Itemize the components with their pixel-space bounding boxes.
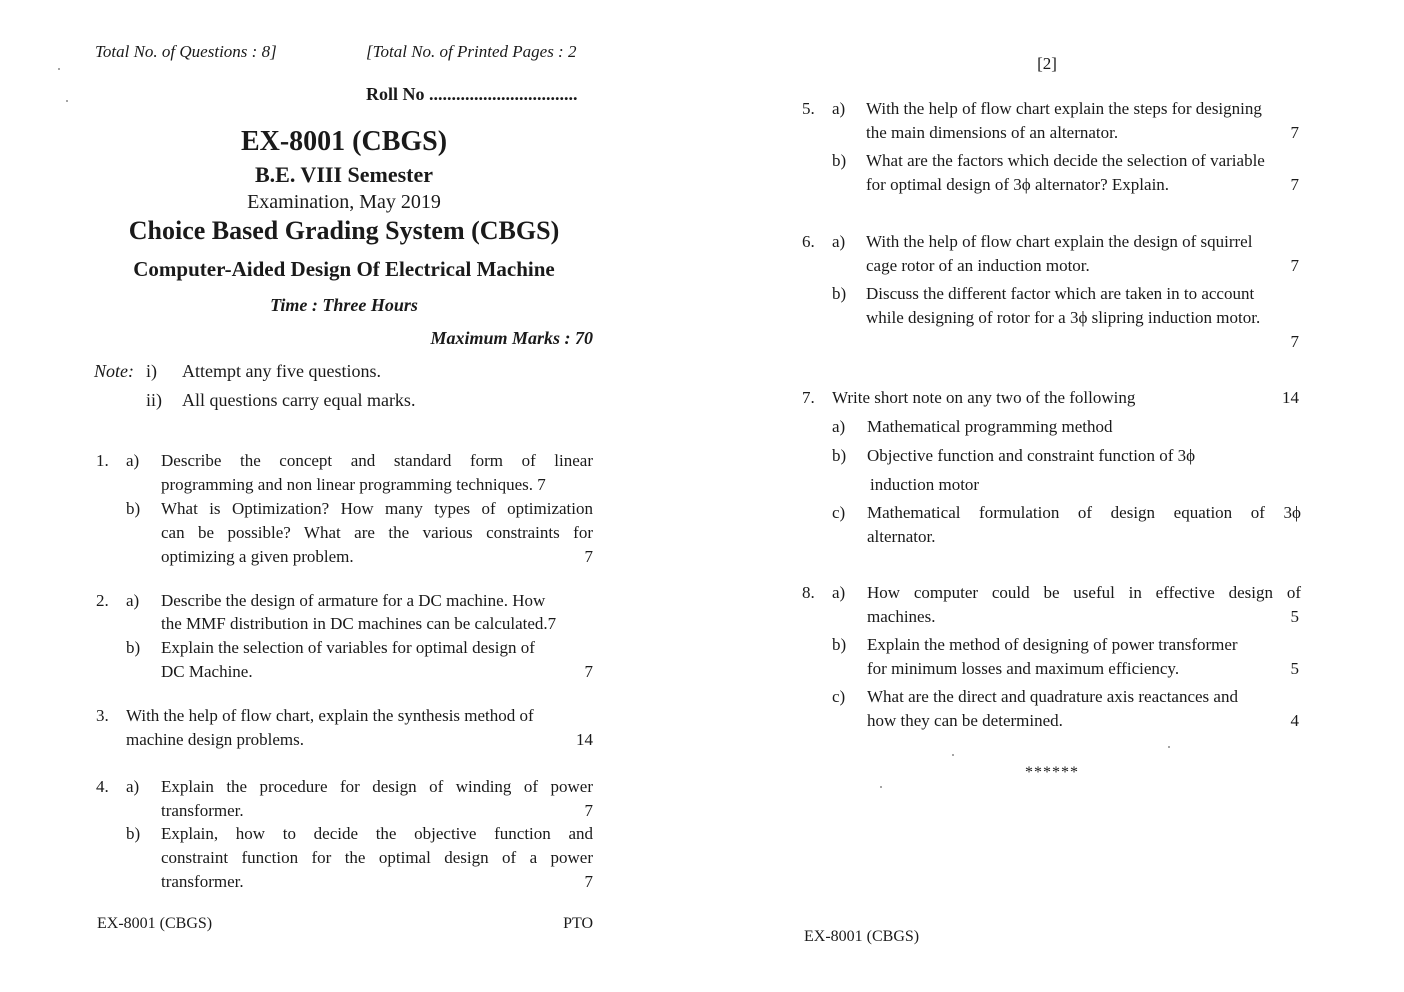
part-label: a) (832, 232, 846, 251)
scan-speck (880, 786, 882, 788)
question-text: What are the direct and quadrature axis reactances and (867, 687, 1238, 706)
question-text: Mathematical programming method (867, 417, 1113, 436)
question-number: 6. (802, 232, 815, 251)
question-text: Discuss the different factor which are taken in to account (866, 284, 1255, 303)
question-number: 4. (96, 777, 109, 796)
subject-title: Computer-Aided Design Of Electrical Machine (133, 257, 555, 281)
page-number: [2] (1037, 54, 1057, 73)
question-number: 2. (96, 591, 109, 610)
question-text: With the help of flow chart, explain the synthesis method of (126, 706, 534, 725)
right-page (702, 0, 1404, 992)
note-label: Note: (94, 361, 134, 381)
part-label: b) (126, 499, 141, 518)
scan-speck (1168, 746, 1170, 748)
question-text: Explain the selection of variables for optimal design of (161, 638, 535, 657)
part-label: b) (832, 284, 847, 303)
time-allowed: Time : Three Hours (270, 295, 418, 315)
footer-code: EX-8001 (CBGS) (97, 915, 213, 932)
question-text: how they can be determined. (867, 711, 1063, 730)
marks: 7 (1290, 175, 1299, 194)
marks: 7 (584, 872, 593, 891)
marks: 7 (584, 662, 593, 681)
question-text: induction motor (870, 475, 980, 494)
part-label: a) (832, 417, 846, 436)
question-text: Describe the concept and standard form of linear (161, 451, 593, 470)
question-text: cage rotor of an induction motor. (866, 256, 1090, 275)
marks: 7 (1290, 332, 1299, 351)
question-number: 3. (96, 706, 109, 725)
question-text: machine design problems. (126, 730, 304, 749)
question-text: transformer. (161, 801, 244, 820)
question-text: DC Machine. (161, 662, 253, 681)
question-text: Write short note on any two of the following (832, 388, 1136, 407)
question-text: machines. (867, 607, 936, 626)
marks: 7 (1290, 256, 1299, 275)
question-number: 5. (802, 99, 815, 118)
question-text: for minimum losses and maximum efficiency. (867, 659, 1180, 678)
scan-speck (952, 754, 954, 756)
part-label: a) (126, 591, 140, 610)
end-of-paper-mark: ****** (1025, 764, 1079, 781)
roll-no: Roll No ................................. (366, 84, 578, 104)
question-text: alternator. (867, 527, 936, 546)
part-label: b) (126, 824, 141, 843)
semester: B.E. VIII Semester (254, 162, 434, 187)
part-label: a) (126, 777, 140, 796)
question-text: Explain the method of designing of power transformer (867, 635, 1238, 654)
scan-speck (58, 68, 60, 70)
total-printed-pages: [Total No. of Printed Pages : 2 (366, 42, 577, 61)
question-text: for optimal design of 3ϕ alternator? Explain. (866, 175, 1170, 194)
question-text: Explain, how to decide the objective function and (161, 824, 593, 843)
question-text: How computer could be useful in effective design of (867, 583, 1301, 602)
question-text: Explain the procedure for design of winding of power (161, 777, 593, 796)
examination: Examination, May 2019 (247, 191, 441, 213)
question-text: programming and non linear programming techniques. 7 (161, 475, 546, 494)
marks: 4 (1290, 711, 1299, 730)
question-text: the MMF distribution in DC machines can be calculated.7 (161, 614, 557, 633)
footer-pto: PTO (563, 915, 593, 932)
part-label: c) (832, 503, 846, 522)
question-number: 7. (802, 388, 815, 407)
part-label: a) (126, 451, 140, 470)
question-number: 8. (802, 583, 815, 602)
marks: 7 (584, 801, 593, 820)
question-text: Objective function and constraint function of 3ϕ (867, 446, 1196, 465)
note-i-text: Attempt any five questions. (182, 361, 381, 381)
marks: 14 (576, 730, 593, 749)
marks: 14 (1282, 388, 1299, 407)
question-text: while designing of rotor for a 3ϕ slipring induction motor. (866, 308, 1261, 327)
question-text: What are the factors which decide the selection of variable (866, 151, 1265, 170)
part-label: a) (832, 99, 846, 118)
note-i-number: i) (146, 361, 157, 381)
question-text: Mathematical formulation of design equation of 3ϕ (867, 503, 1301, 522)
question-text: constraint function for the optimal design of a power (161, 848, 593, 867)
grading-system: Choice Based Grading System (CBGS) (128, 216, 560, 245)
note-ii-number: ii) (146, 390, 162, 410)
scan-speck (66, 100, 68, 102)
question-text: What is Optimization? How many types of optimization (161, 499, 593, 518)
paper-code: EX-8001 (CBGS) (240, 126, 448, 157)
maximum-marks: Maximum Marks : 70 (430, 328, 593, 348)
note-ii-text: All questions carry equal marks. (182, 390, 416, 410)
part-label: b) (126, 638, 141, 657)
question-text: Describe the design of armature for a DC machine. How (161, 591, 546, 610)
part-label: c) (832, 687, 846, 706)
total-questions: Total No. of Questions : 8] (95, 42, 277, 61)
footer-code: EX-8001 (CBGS) (804, 928, 920, 945)
question-text: optimizing a given problem. (161, 547, 354, 566)
part-label: b) (832, 151, 847, 170)
question-text: With the help of flow chart explain the steps for designing (866, 99, 1262, 118)
question-number: 1. (96, 451, 109, 470)
marks: 7 (584, 547, 593, 566)
marks: 7 (1290, 123, 1299, 142)
question-text: can be possible? What are the various constraints for (161, 523, 593, 542)
marks: 5 (1290, 607, 1299, 626)
question-text: With the help of flow chart explain the design of squirrel (866, 232, 1253, 251)
question-text: the main dimensions of an alternator. (866, 123, 1119, 142)
part-label: b) (832, 446, 847, 465)
question-text: transformer. (161, 872, 244, 891)
part-label: b) (832, 635, 847, 654)
part-label: a) (832, 583, 846, 602)
marks: 5 (1290, 659, 1299, 678)
